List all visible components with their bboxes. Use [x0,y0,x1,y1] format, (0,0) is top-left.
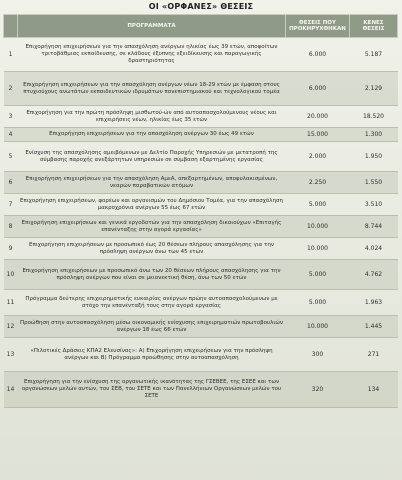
announced-positions: 10.000 [286,238,350,260]
table-row [4,142,398,172]
table-row [4,172,398,194]
table-row [4,238,398,260]
vacant-positions: 5.187 [350,38,398,72]
announced-positions: 2.000 [286,142,350,172]
row-number: 2 [4,72,18,106]
vacant-positions: 1.950 [350,142,398,172]
program-description: Επιχορήγηση επιχειρήσεων για την απασχόληση ανέργων νέων 18-29 ετών με έμφαση στους πτυχιούχους ανωτάτων εκπαιδευτικών ιδρυμάτων πανεπιστημιακού και τεχνολογικού τομέα [18,72,286,106]
table-row [4,128,398,142]
announced-positions: 2.250 [286,172,350,194]
table-row [4,106,398,128]
program-description: Επιχορήγηση επιχειρήσεων με προσωπικό άνω των 20 θέσεων πλήρους απασχόλησης για την πρόσληψη ανέργων που είναι σε μειονεκτική θέση, άνω των 50 ετών [18,260,286,290]
program-description: «Πιλοτικές Δράσεις ΚΠΑ2 Ελευσίνας»: Α) Επιχορήγηση επιχειρήσεων για την πρόσληψη ανέργων και Β) Πρόγραμμα προώθησης στην αυτοαπασχόληση [18,338,286,372]
table-body [4,38,398,408]
page-title: ΟΙ «ΟΡΦΑΝΕΣ» ΘΕΣΕΙΣ [148,2,254,11]
row-number: 8 [4,216,18,238]
table-row [4,316,398,338]
program-description: Επιχορήγηση για την ενίσχυση της οργανωτικής ικανότητας της ΓΣΕΒΕΕ, της ΕΣΕΕ και των οργανώσεων μελών αυτών, του ΣΕΒ, του ΣΕΤΕ και των Πανελλήνιων Οργανώσεων μελών του ΣΕΤΕ [18,372,286,408]
header-vacant: ΚΕΝΕΣ ΘΕΣΕΙΣ [350,15,398,38]
program-description: Επιχορήγηση επιχειρήσεων και γενικά εργοδοτών για την απασχόληση δικαιούχων «Επιταγής επανένταξης στην αγορά εργασίας» [18,216,286,238]
row-number: 7 [4,194,18,216]
row-number: 14 [4,372,18,408]
program-description: Επιχορήγηση για την πρώτη πρόσληψη μισθωτού-ών από αυτοαπασχολούμενους νέους και επιχειρήσεις νέων, ηλικίας έως 35 ετών [18,106,286,128]
program-description: Επιχορήγηση επιχειρήσεων για την απασχόληση ΑμεΑ, απεξαρτημένων, αποφυλακισμένων, νεαρών παραβατικών ατόμων [18,172,286,194]
row-number: 12 [4,316,18,338]
program-description: Ενίσχυση της απασχόλησης αμειβόμενων με Δελτίο Παροχής Υπηρεσιών με μετατροπή της σύμβασης παροχής ανεξάρτητων υπηρεσιών σε σύμβαση εξαρτημένης εργασίας [18,142,286,172]
announced-positions: 10.000 [286,216,350,238]
vacant-positions: 18.520 [350,106,398,128]
row-number: 5 [4,142,18,172]
program-description: Πρόγραμμα δεύτερης επιχειρηματικής ευκαιρίας ανέργων πρώην αυτοαπασχολούμενων με στόχο την επανένταξή τους στην αγορά εργασίας [18,290,286,316]
vacant-positions: 134 [350,372,398,408]
vacant-positions: 271 [350,338,398,372]
vacant-positions: 1.445 [350,316,398,338]
announced-positions: 320 [286,372,350,408]
program-description: Επιχορήγηση επιχειρήσεων, φορέων και οργανισμών του Δημόσιου Τομέα, για την απασχόληση μακροχρόνια ανέργων 55 έως 67 ετών [18,194,286,216]
program-description: Επιχορήγηση επιχειρήσεων για την απασχόληση ανέργων 30 έως 49 ετών [18,128,286,142]
announced-positions: 5.000 [286,260,350,290]
program-description: Επιχορήγηση επιχειρήσεων με προσωπικό έως 20 θέσεων πλήρους απασχόλησης για την πρόσληψη ανέργων άνω των 45 ετών [18,238,286,260]
announced-positions: 6.000 [286,72,350,106]
program-description: Προώθηση στην αυτοαπασχόληση μέσω οικονομικής ενίσχυσης επιχειρηματιών πρωτοβουλιών ανέργων 18 έως 66 ετών [18,316,286,338]
positions-table [3,14,398,408]
table-row [4,338,398,372]
row-number: 3 [4,106,18,128]
row-number: 11 [4,290,18,316]
announced-positions: 20.000 [286,106,350,128]
table-row [4,290,398,316]
announced-positions: 5.000 [286,290,350,316]
table-row [4,372,398,408]
vacant-positions: 4.024 [350,238,398,260]
row-number: 10 [4,260,18,290]
announced-positions: 6.000 [286,38,350,72]
header-announced: ΘΕΣΕΙΣ ΠΟΥ ΠΡΟΚΗΡΥΧΘΗΚΑΝ [286,15,350,38]
announced-positions: 300 [286,338,350,372]
row-number: 9 [4,238,18,260]
vacant-positions: 3.510 [350,194,398,216]
announced-positions: 10.000 [286,316,350,338]
table-row [4,194,398,216]
announced-positions: 15.000 [286,128,350,142]
vacant-positions: 1.550 [350,172,398,194]
vacant-positions: 4.762 [350,260,398,290]
table-row [4,216,398,238]
row-number: 1 [4,38,18,72]
row-number: 13 [4,338,18,372]
vacant-positions: 8.744 [350,216,398,238]
row-number: 6 [4,172,18,194]
table-row [4,260,398,290]
table-row [4,72,398,106]
header-programs: ΠΡΟΓΡΑΜΜΑΤΑ [18,15,286,38]
table-row [4,38,398,72]
table-header-row [4,15,398,38]
vacant-positions: 1.300 [350,128,398,142]
vacant-positions: 1.963 [350,290,398,316]
vacant-positions: 2.129 [350,72,398,106]
row-number: 4 [4,128,18,142]
header-number [4,15,18,38]
announced-positions: 5.000 [286,194,350,216]
program-description: Επιχορήγηση επιχειρήσεων για την απασχόληση ανέργων ηλικίας έως 39 ετών, αποφοίτων τριτοβάθμιας εκπαίδευσης, σε κλάδους έξυπνης εξειδίκευσης και παραγωγικής δραστηριότητας [18,38,286,72]
